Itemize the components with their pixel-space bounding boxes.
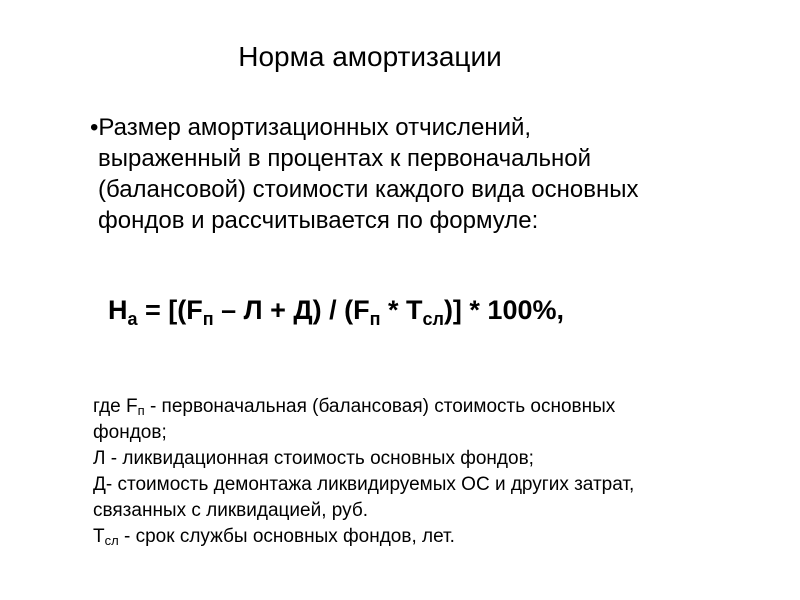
def6-text: - срок службы основных фондов, лет. xyxy=(118,526,455,547)
bullet-paragraph xyxy=(90,112,770,236)
formula-part-2: – Л + Д) / (F xyxy=(213,295,370,325)
definition-line-5: связанных с ликвидацией, руб. xyxy=(93,500,368,521)
def6-sub: сл xyxy=(104,533,119,548)
formula-h-sub: а xyxy=(127,309,138,329)
depreciation-formula xyxy=(108,292,564,328)
slide-title: Норма амортизации xyxy=(238,41,502,72)
def1-text: - первоначальная (балансовая) стоимость основных xyxy=(144,396,616,417)
formula-t-sub: сл xyxy=(422,309,444,329)
bullet-marker: • xyxy=(90,114,99,141)
bullet-line-2: выраженный в процентах к первоначальной xyxy=(98,145,591,172)
def1-prefix: где F xyxy=(93,396,138,417)
def6-prefix: Т xyxy=(93,526,105,547)
definition-line-1 xyxy=(93,394,773,420)
definition-line-3: Л - ликвидационная стоимость основных фондов; xyxy=(93,448,534,469)
formula-h: Н xyxy=(108,295,128,325)
formula-f-sub-2: п xyxy=(369,309,381,329)
bullet-line-3: (балансовой) стоимости каждого вида основных xyxy=(98,176,639,203)
bullet-line-4: фондов и рассчитывается по формуле: xyxy=(98,207,539,234)
formula-part-3: * Т xyxy=(380,295,423,325)
formula-f-sub: п xyxy=(202,309,214,329)
definitions-block xyxy=(93,394,773,550)
formula-part-1: = [(F xyxy=(137,295,203,325)
definition-line-6 xyxy=(93,524,773,550)
formula-part-4: )] * 100%, xyxy=(443,295,564,325)
definition-line-4: Д- стоимость демонтажа ликвидируемых ОС и других затрат, xyxy=(93,474,635,495)
bullet-line-1 xyxy=(90,112,770,143)
def1-sub: п xyxy=(137,403,145,418)
bullet-text-1: Размер амортизационных отчислений, xyxy=(98,114,532,141)
definition-line-2: фондов; xyxy=(93,422,167,443)
